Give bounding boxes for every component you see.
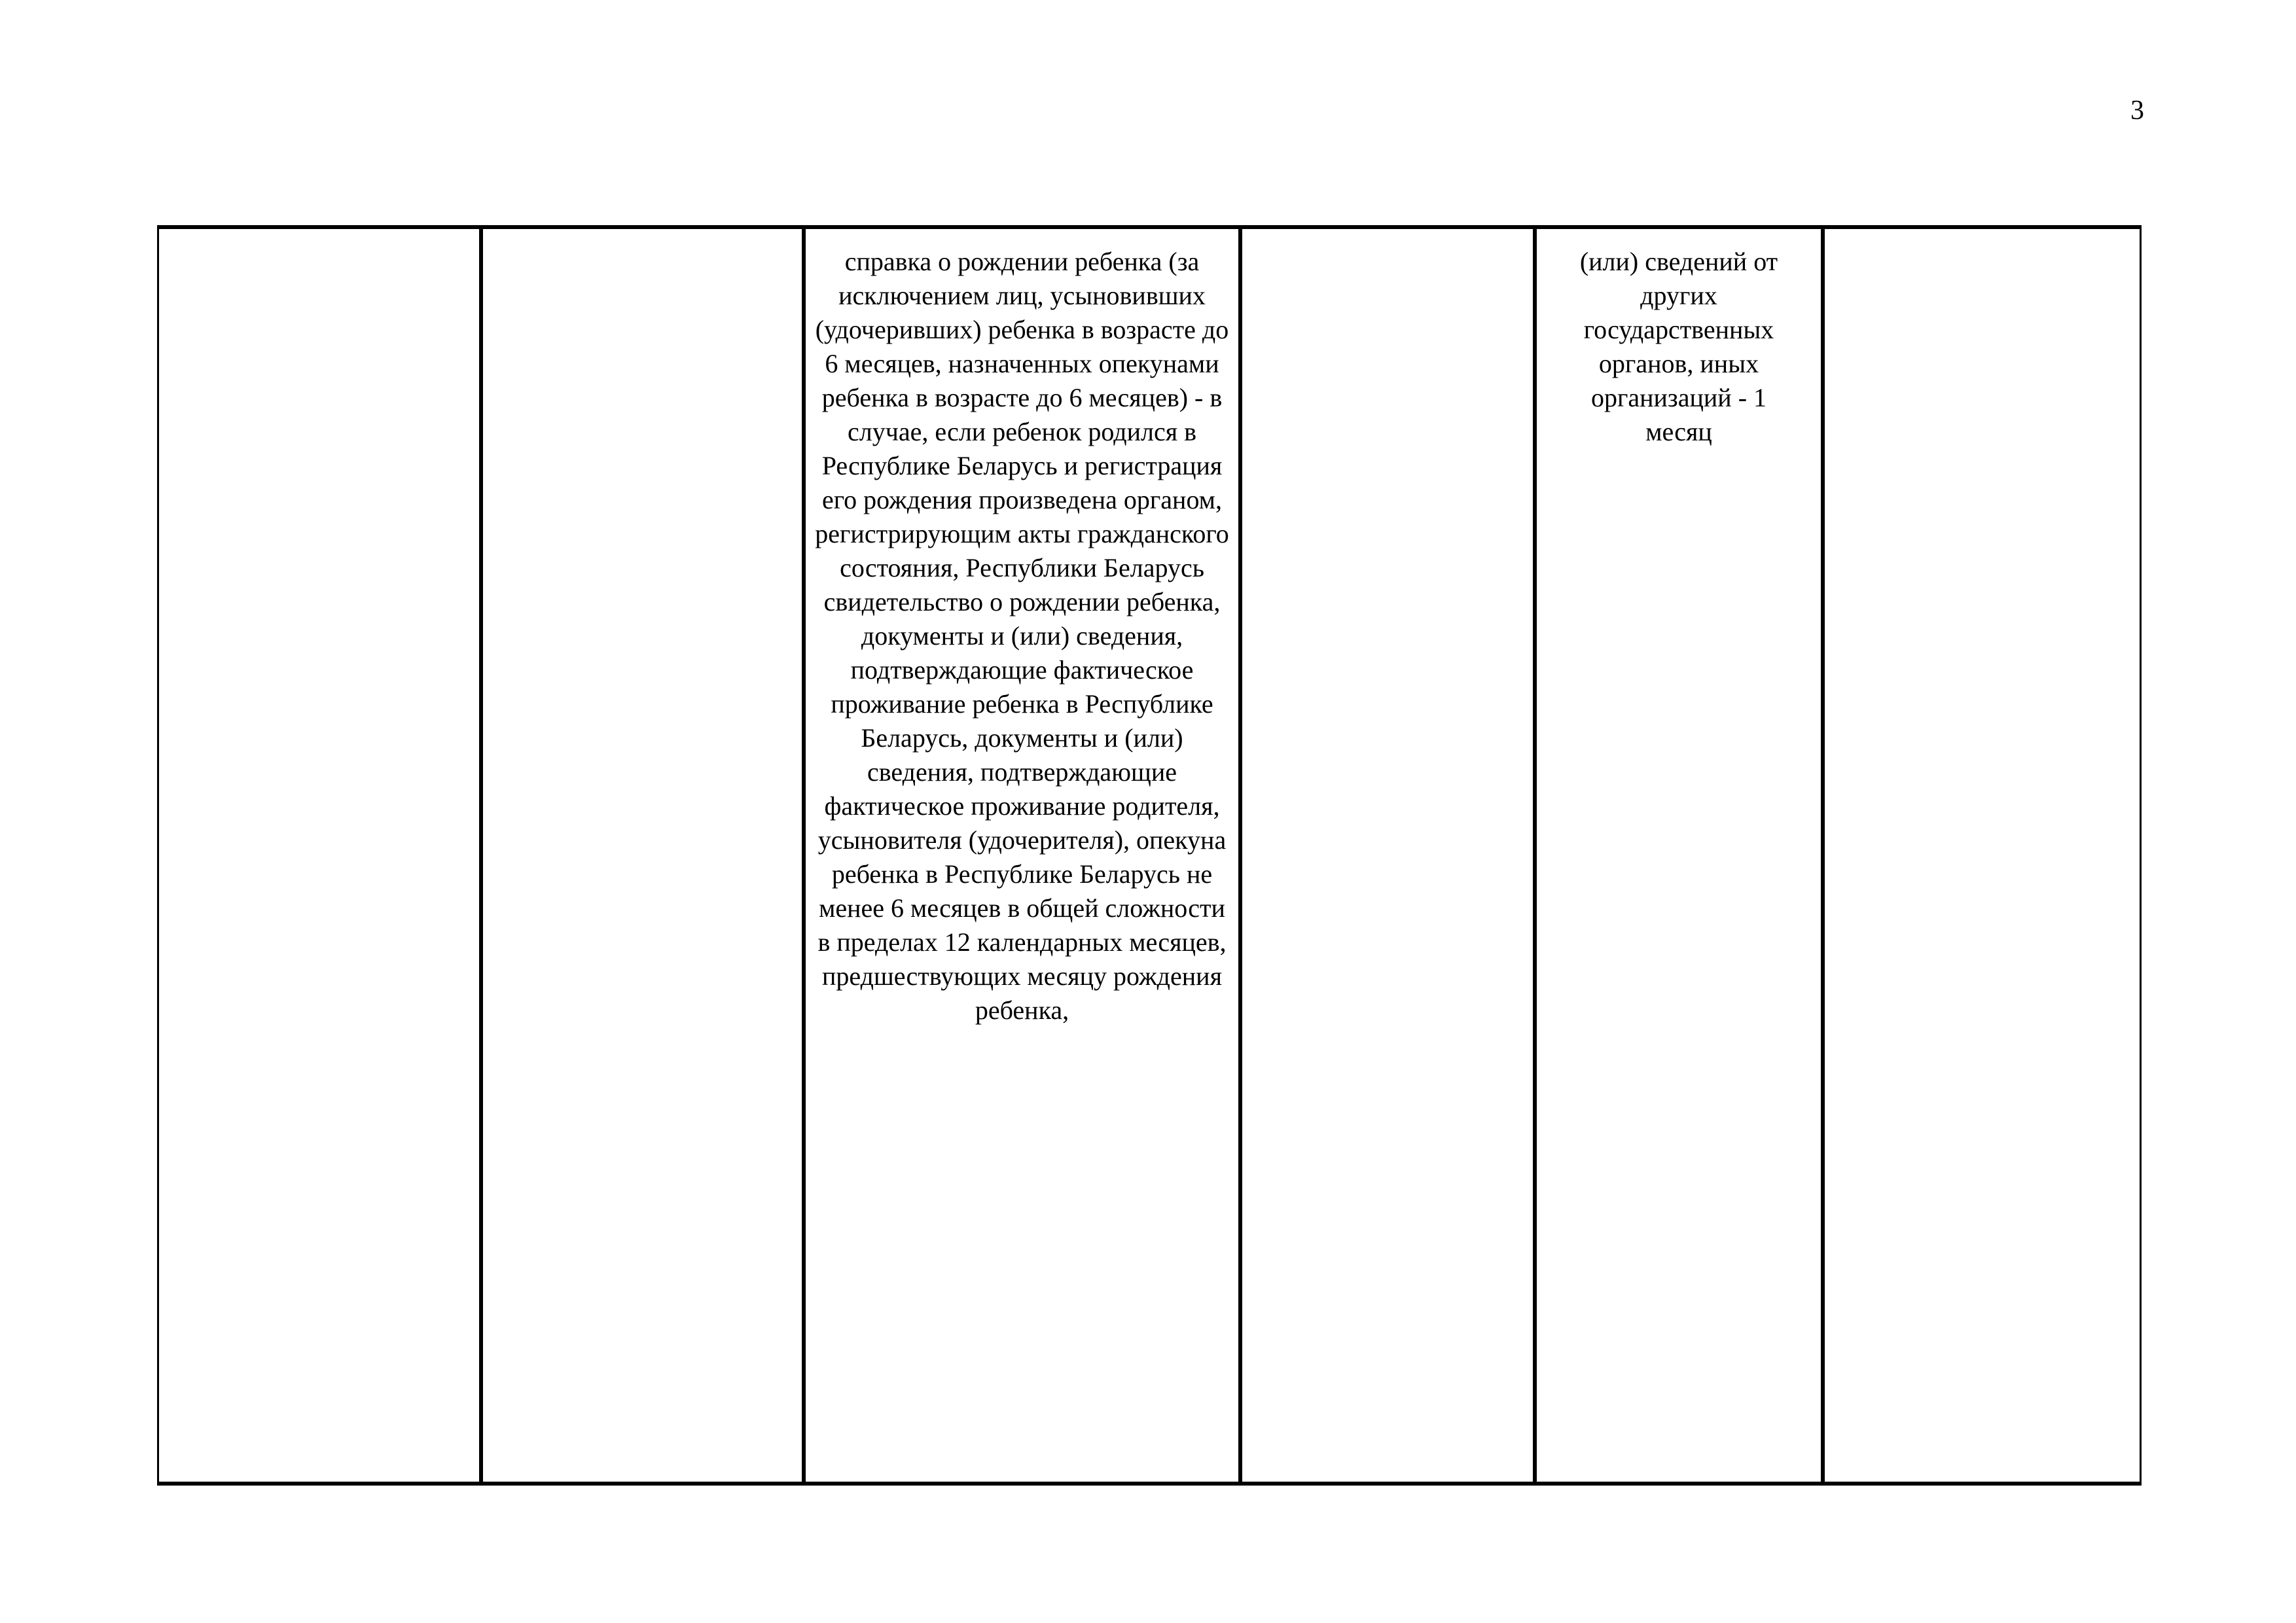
table-cell-col1-text <box>159 229 479 258</box>
table-cell-col4-text <box>1242 229 1533 258</box>
table-cell-col1 <box>157 227 481 1484</box>
table-cell-col2-text <box>483 229 802 258</box>
table-cell-col3-content <box>806 229 1238 1034</box>
table-cell-col5-term <box>1535 227 1823 1484</box>
table-row <box>157 227 2142 1484</box>
table-cell-col5-text: (или) сведений от других государственных органов, иных организаций - 1 месяц <box>1579 247 1778 446</box>
table-cell-col6 <box>1823 227 2142 1484</box>
table-cell-col6-text <box>1825 229 2140 258</box>
document-table-wrapper <box>157 225 2142 1486</box>
table-cell-col3-paragraph-2: свидетельство о рождении ребенка, документы и (или) сведения, подтверждающие фактическое проживание ребенка в Республике Беларусь, документы и (или) сведения, подтверждающие фактическое проживание родителя, усыновителя (удочерителя), опекуна ребенка в Республике Беларусь не менее 6 месяцев в общей сложности в пределах 12 календарных месяцев, предшествующих месяцу рождения ребенка, <box>817 587 1227 1025</box>
page-number: 3 <box>2130 96 2144 126</box>
table-cell-col3-documents <box>804 227 1240 1484</box>
table-cell-col4 <box>1240 227 1535 1484</box>
table-cell-col3-paragraph-1: справка о рождении ребенка (за исключением лиц, усыновивших (удочеривших) ребенка в возрасте до 6 месяцев, назначенных опекунами ребенка в возрасте до 6 месяцев) - в случае, если ребенок родился в Республике Беларусь и регистрация его рождения произведена органом, регистрирующим акты гражданского состояния, Республики Беларусь <box>815 247 1229 582</box>
document-table <box>157 227 2142 1484</box>
table-cell-col2 <box>481 227 804 1484</box>
